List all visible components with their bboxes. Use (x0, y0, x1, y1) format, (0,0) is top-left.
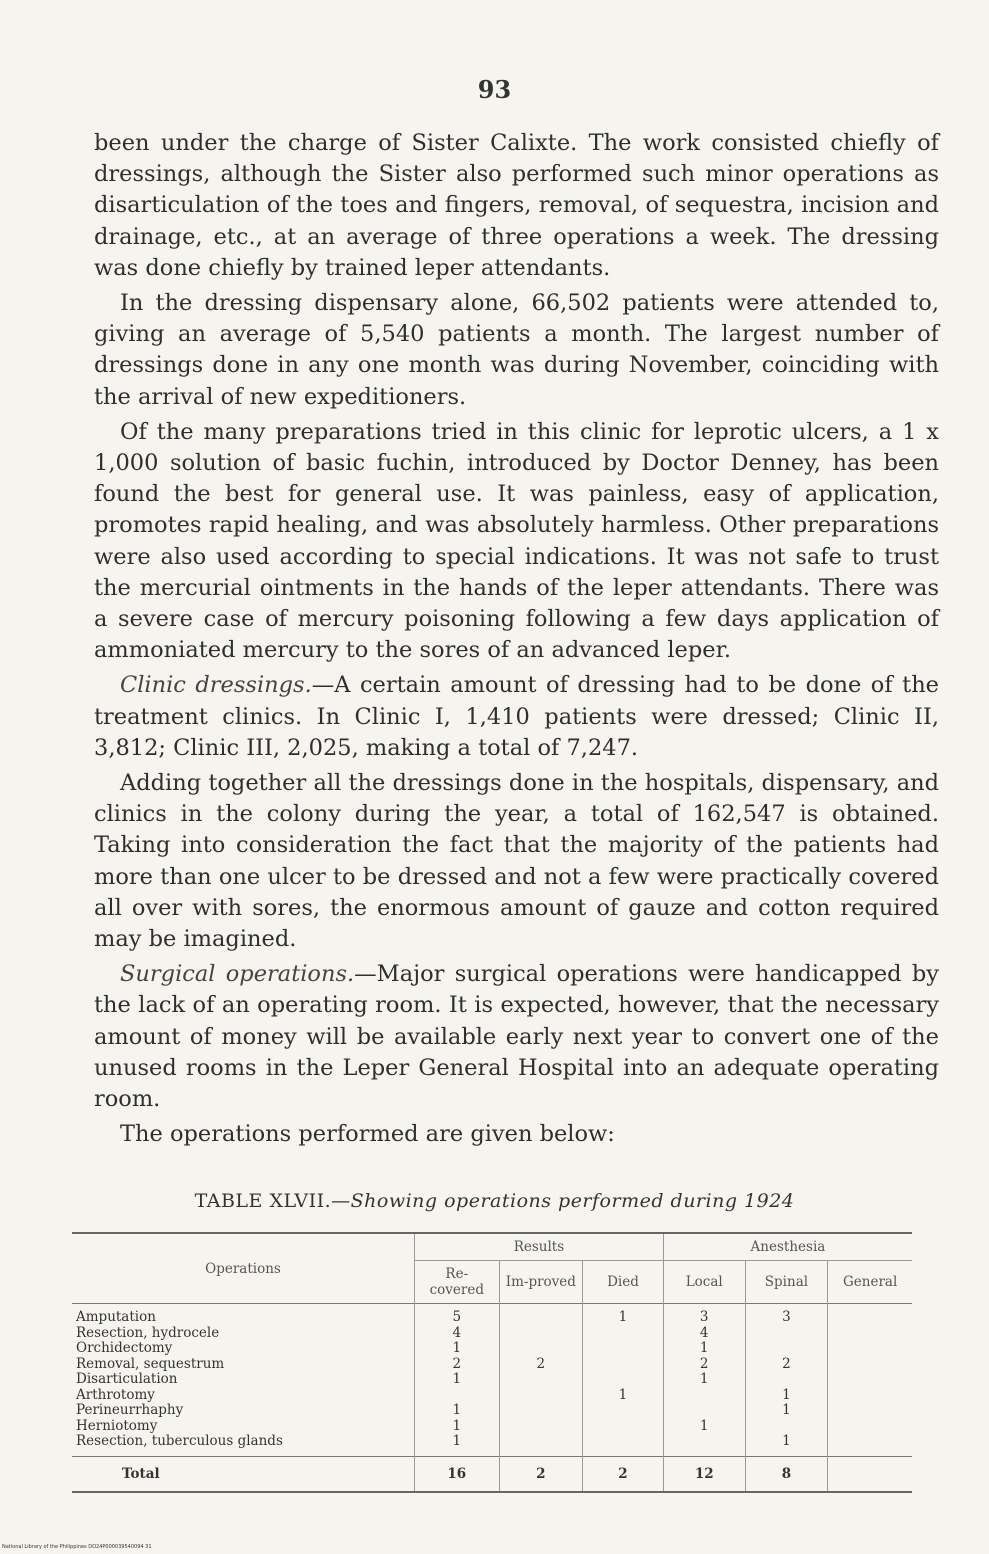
table-row (72, 1403, 912, 1419)
clinic-text: —A certain amount of dressing had to be done of the treatment clinics. In Clinic I, 1,410 patients were dressed; Clinic II, 3,812; Clinic III, 2,025, making a total of 7,247. (94, 672, 940, 761)
table-row (72, 1434, 912, 1456)
cell-spinal (745, 1326, 828, 1342)
operation-name: Resection, hydrocele (72, 1326, 414, 1342)
cell-local: 4 (663, 1326, 745, 1342)
cell-local: 1 (663, 1419, 745, 1435)
total-died: 2 (583, 1456, 664, 1492)
table-row (72, 1388, 912, 1404)
paragraph: Adding together all the dressings done in the hospitals, dispensary, and clinics in the colony during the year, a total of 162,547 is obtained. Taking into consideration the fact that the majority of the patients had more than one ulcer to be dressed and not a few were practically covered all over with sores, the enormous amount of gauze and cotton required may be imagined. (94, 770, 939, 953)
cell-improved (499, 1372, 582, 1388)
cell-died: 1 (583, 1304, 664, 1326)
header-recovered: Re-covered (414, 1261, 499, 1304)
cell-spinal: 1 (745, 1403, 828, 1419)
cell-spinal (745, 1341, 828, 1357)
cell-improved: 2 (499, 1357, 582, 1373)
cell-local: 3 (663, 1304, 745, 1326)
cell-local (663, 1434, 745, 1456)
cell-local (663, 1388, 745, 1404)
cell-recovered: 1 (414, 1434, 499, 1456)
operation-name: Arthrotomy (72, 1388, 414, 1404)
intro-line: The operations performed are given below: (120, 1121, 615, 1148)
cell-improved (499, 1341, 582, 1357)
total-label: Total (72, 1456, 414, 1492)
cell-recovered: 2 (414, 1357, 499, 1373)
operation-name: Resection, tuberculous glands (72, 1434, 414, 1456)
header-general: General (828, 1261, 912, 1304)
table-row (72, 1304, 912, 1326)
surgical-heading: Surgical operations. (120, 961, 355, 988)
cell-improved (499, 1403, 582, 1419)
cell-recovered: 5 (414, 1304, 499, 1326)
paragraph: Of the many preparations tried in this clinic for leprotic ulcers, a 1 x 1,000 solution of basic fuchin, introduced by Doctor Denney, has been found the best for general use. It was painless, easy of application, promotes rapid healing, and was absolutely harmless. Other preparations were also used according to special indications. It was not safe to trust the mercurial ointments in the hands of the leper attendants. There was a severe case of mercury poisoning following a few days application of ammoniated mercury to the sores of an advanced leper. (94, 418, 939, 664)
operation-name: Orchidectomy (72, 1341, 414, 1357)
cell-improved (499, 1304, 582, 1326)
cell-general (828, 1357, 912, 1373)
cell-died: 1 (583, 1388, 664, 1404)
cell-general (828, 1372, 912, 1388)
header-improved: Im-proved (499, 1261, 582, 1304)
cell-general (828, 1403, 912, 1419)
header-spinal: Spinal (745, 1261, 828, 1304)
cell-general (828, 1419, 912, 1435)
cell-died (583, 1419, 664, 1435)
paragraph: In the dressing dispensary alone, 66,502 patients were attended to, giving an average of 5,540 patients a month. The largest number of dressings done in any one month was during November, coinciding with the arrival of new expeditioners. (94, 290, 939, 410)
cell-spinal (745, 1419, 828, 1435)
footer-note: National Library of the Philippines DO24P000039540094 31 (2, 1544, 152, 1550)
cell-recovered (414, 1388, 499, 1404)
cell-local: 1 (663, 1372, 745, 1388)
table-row (72, 1357, 912, 1373)
clinic-heading: Clinic dressings. (120, 672, 312, 699)
total-local: 12 (663, 1456, 745, 1492)
paragraph-surgical-operations (94, 959, 939, 1115)
cell-died (583, 1403, 664, 1419)
operation-name: Removal, sequestrum (72, 1357, 414, 1373)
cell-general (828, 1341, 912, 1357)
cell-died (583, 1357, 664, 1373)
cell-general (828, 1326, 912, 1342)
cell-general (828, 1304, 912, 1326)
cell-died (583, 1341, 664, 1357)
cell-spinal: 1 (745, 1434, 828, 1456)
header-row (72, 1233, 912, 1261)
total-spinal: 8 (745, 1456, 828, 1492)
table-row (72, 1372, 912, 1388)
body-text (94, 128, 939, 1155)
page-number: 93 (477, 75, 512, 104)
caption-text: —Showing operations performed during 1924 (331, 1190, 795, 1212)
cell-local (663, 1403, 745, 1419)
cell-improved (499, 1388, 582, 1404)
cell-spinal: 3 (745, 1304, 828, 1326)
cell-local: 2 (663, 1357, 745, 1373)
cell-spinal (745, 1372, 828, 1388)
cell-died (583, 1326, 664, 1342)
table-row (72, 1326, 912, 1342)
table-row (72, 1419, 912, 1435)
cell-recovered: 4 (414, 1326, 499, 1342)
cell-spinal: 1 (745, 1388, 828, 1404)
paragraph: been under the charge of Sister Calixte. The work consisted chiefly of dressings, although the Sister also performed such minor operations as disarticulation of the toes and fingers, removal, of sequestra, incision and drainage, etc., at an average of three operations a week. The dressing was done chiefly by trained leper attendants. (94, 130, 939, 281)
surgical-text: —Major surgical operations were handicapped by the lack of an operating room. It is expected, however, that the necessary amount of money will be available early next year to convert one of the unused rooms in the Leper General Hospital into an adequate operating room. (94, 961, 939, 1113)
cell-general (828, 1388, 912, 1404)
operation-name: Perineurrhaphy (72, 1403, 414, 1419)
total-recovered: 16 (414, 1456, 499, 1492)
total-row (72, 1456, 912, 1492)
table (72, 1232, 912, 1493)
header-died: Died (583, 1261, 664, 1304)
table-row (72, 1341, 912, 1357)
total-improved: 2 (499, 1456, 582, 1492)
operations-table (72, 1232, 912, 1493)
cell-recovered: 1 (414, 1419, 499, 1435)
cell-local: 1 (663, 1341, 745, 1357)
header-results: Results (414, 1233, 663, 1261)
header-anesthesia: Anesthesia (663, 1233, 912, 1261)
table-caption (0, 1190, 989, 1212)
cell-recovered: 1 (414, 1372, 499, 1388)
cell-died (583, 1434, 664, 1456)
cell-recovered: 1 (414, 1403, 499, 1419)
total-general (828, 1456, 912, 1492)
header-operations: Operations (72, 1233, 414, 1304)
operation-name: Amputation (72, 1304, 414, 1326)
operation-name: Disarticulation (72, 1372, 414, 1388)
cell-spinal: 2 (745, 1357, 828, 1373)
header-local: Local (663, 1261, 745, 1304)
cell-improved (499, 1326, 582, 1342)
cell-died (583, 1372, 664, 1388)
caption-label: TABLE XLVII. (194, 1190, 332, 1212)
operation-name: Herniotomy (72, 1419, 414, 1435)
cell-improved (499, 1434, 582, 1456)
paragraph-clinic-dressings (94, 670, 939, 764)
cell-recovered: 1 (414, 1341, 499, 1357)
cell-general (828, 1434, 912, 1456)
cell-improved (499, 1419, 582, 1435)
